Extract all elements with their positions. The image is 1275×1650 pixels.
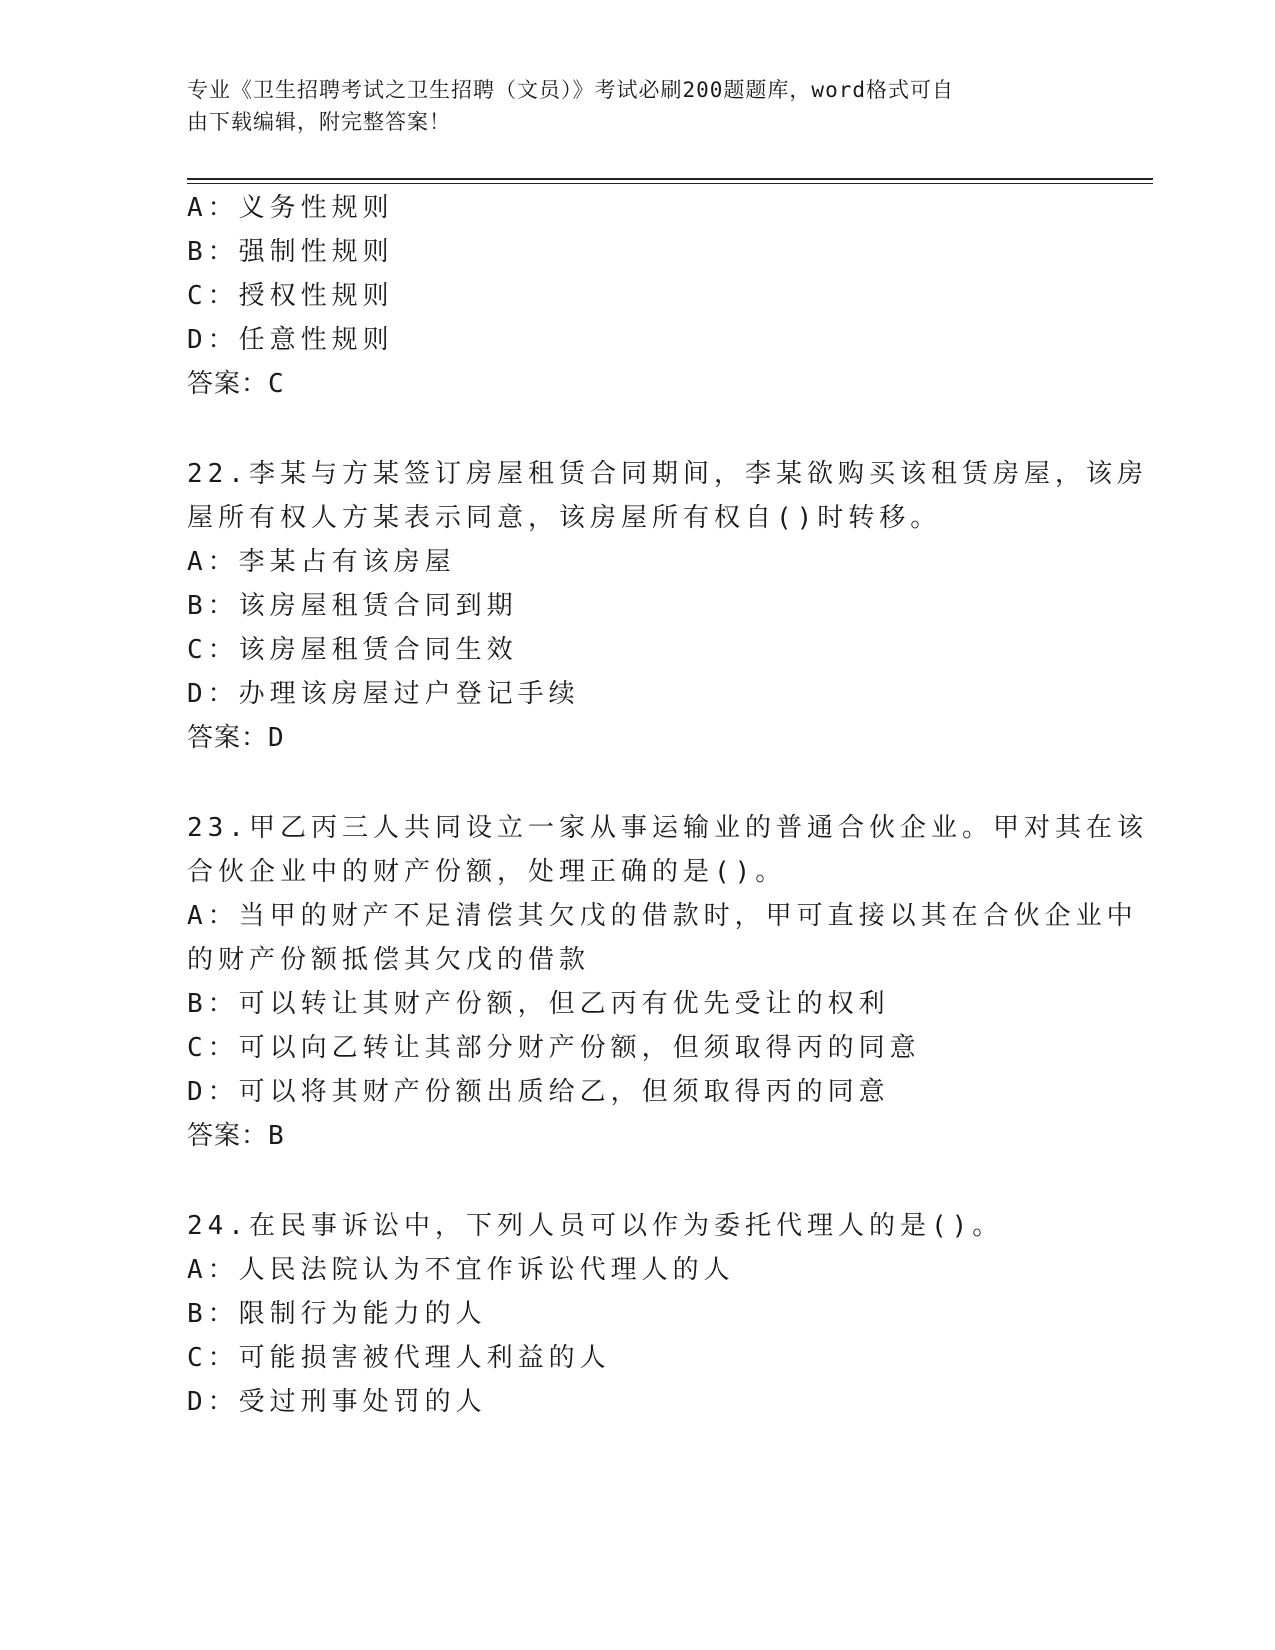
q23-stem-line-1: 23.甲乙丙三人共同设立一家从事运输业的普通合伙企业。甲对其在该 xyxy=(187,813,1148,843)
q21-option-a: A：义务性规则 xyxy=(187,193,394,223)
q23-option-a-line-2: 的财产份额抵偿其欠戊的借款 xyxy=(187,945,591,975)
q23-answer: 答案：B xyxy=(187,1121,285,1151)
q24-option-b: B：限制行为能力的人 xyxy=(187,1299,487,1329)
q24-option-c: C：可能损害被代理人利益的人 xyxy=(187,1343,611,1373)
header-divider xyxy=(187,178,1153,180)
q22-stem-line-2: 屋所有权人方某表示同意，该房屋所有权自()时转移。 xyxy=(187,503,942,533)
q23-option-c: C：可以向乙转让其部分财产份额，但须取得丙的同意 xyxy=(187,1033,921,1063)
header-divider-thin xyxy=(187,183,1153,184)
header-line-1: 专业《卫生招聘考试之卫生招聘（文员）》考试必刷200题题库，word格式可自 xyxy=(187,78,954,102)
q22-answer: 答案：D xyxy=(187,723,285,753)
q22-option-d: D：办理该房屋过户登记手续 xyxy=(187,679,580,709)
q22-option-a: A：李某占有该房屋 xyxy=(187,547,456,577)
q23-stem-line-2: 合伙企业中的财产份额，处理正确的是()。 xyxy=(187,857,787,887)
q21-answer: 答案：C xyxy=(187,369,285,399)
q23-option-d: D：可以将其财产份额出质给乙，但须取得丙的同意 xyxy=(187,1077,890,1107)
header-line-2: 由下载编辑，附完整答案！ xyxy=(187,110,451,134)
q23-option-b: B：可以转让其财产份额，但乙丙有优先受让的权利 xyxy=(187,989,890,1019)
q22-option-c: C：该房屋租赁合同生效 xyxy=(187,635,518,665)
q24-option-a: A：人民法院认为不宜作诉讼代理人的人 xyxy=(187,1255,735,1285)
q21-option-b: B：强制性规则 xyxy=(187,237,394,267)
q22-stem-line-1: 22.李某与方某签订房屋租赁合同期间，李某欲购买该租赁房屋，该房 xyxy=(187,459,1148,489)
document-header xyxy=(187,74,1067,138)
q24-option-d: D：受过刑事处罚的人 xyxy=(187,1387,487,1417)
q24-stem: 24.在民事诉讼中，下列人员可以作为委托代理人的是()。 xyxy=(187,1211,1004,1241)
q23-option-a-line-1: A：当甲的财产不足清偿其欠戊的借款时，甲可直接以其在合伙企业中 xyxy=(187,901,1138,931)
q21-option-d: D：任意性规则 xyxy=(187,325,394,355)
q21-option-c: C：授权性规则 xyxy=(187,281,394,311)
q22-option-b: B：该房屋租赁合同到期 xyxy=(187,591,518,621)
